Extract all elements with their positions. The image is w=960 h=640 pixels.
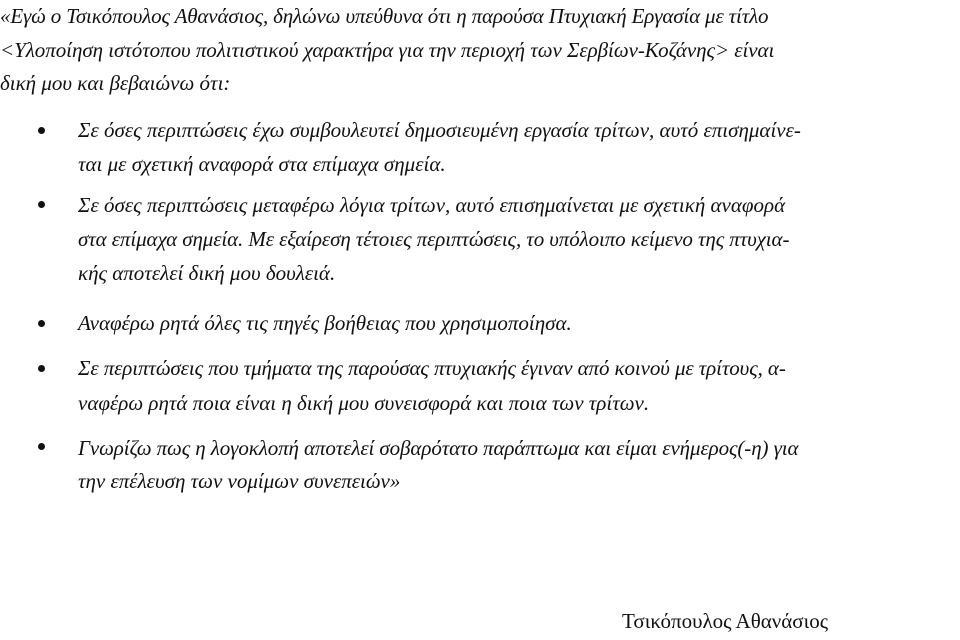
bullet-icon (38, 443, 45, 450)
bullet-line: Σε όσες περιπτώσεις μεταφέρω λόγια τρίτων, αυτό επισημαίνεται με σχετική αναφορά (78, 193, 786, 217)
bullet-icon (38, 365, 45, 372)
bullet-line: Γνωρίζω πως η λογοκλοπή αποτελεί σοβαρότατο παράπτωμα και είμαι ενήμερος(-η) για (78, 436, 799, 460)
intro-line: «Εγώ ο Τσικόπουλος Αθανάσιος, δηλώνω υπεύθυνα ότι η παρούσα Πτυχιακή Εργασία με τίτλο (0, 4, 769, 28)
bullet-line: Αναφέρω ρητά όλες τις πηγές βοήθειας που χρησιμοποίησα. (78, 311, 572, 335)
intro-line: δική μου και βεβαιώνω ότι: (0, 71, 231, 95)
bullet-icon (38, 201, 45, 208)
bullet-line: την επέλευση των νομίμων συνεπειών» (78, 469, 401, 493)
signature-name: Τσικόπουλος Αθανάσιος (622, 609, 829, 633)
bullet-line: Σε όσες περιπτώσεις έχω συμβουλευτεί δημοσιευμένη εργασία τρίτων, αυτό επισημαίνε- (78, 118, 801, 142)
bullet-line: ναφέρω ρητά ποια είναι η δική μου συνεισφορά και ποια των τρίτων. (78, 391, 650, 415)
bullet-line: ται με σχετική αναφορά στα επίμαχα σημεία. (78, 152, 446, 176)
bullet-line: κής αποτελεί δική μου δουλειά. (78, 261, 336, 285)
bullet-icon (38, 320, 45, 327)
bullet-line: στα επίμαχα σημεία. Με εξαίρεση τέτοιες περιπτώσεις, το υπόλοιπο κείμενο της πτυχια- (78, 227, 790, 251)
bullet-icon (38, 127, 45, 134)
intro-line: <Υλοποίηση ιστότοπου πολιτιστικού χαρακτήρα για την περιοχή των Σερβίων-Κοζάνης> είναι (0, 38, 775, 62)
bullet-line: Σε περιπτώσεις που τμήματα της παρούσας πτυχιακής έγιναν από κοινού με τρίτους, α- (78, 356, 786, 380)
